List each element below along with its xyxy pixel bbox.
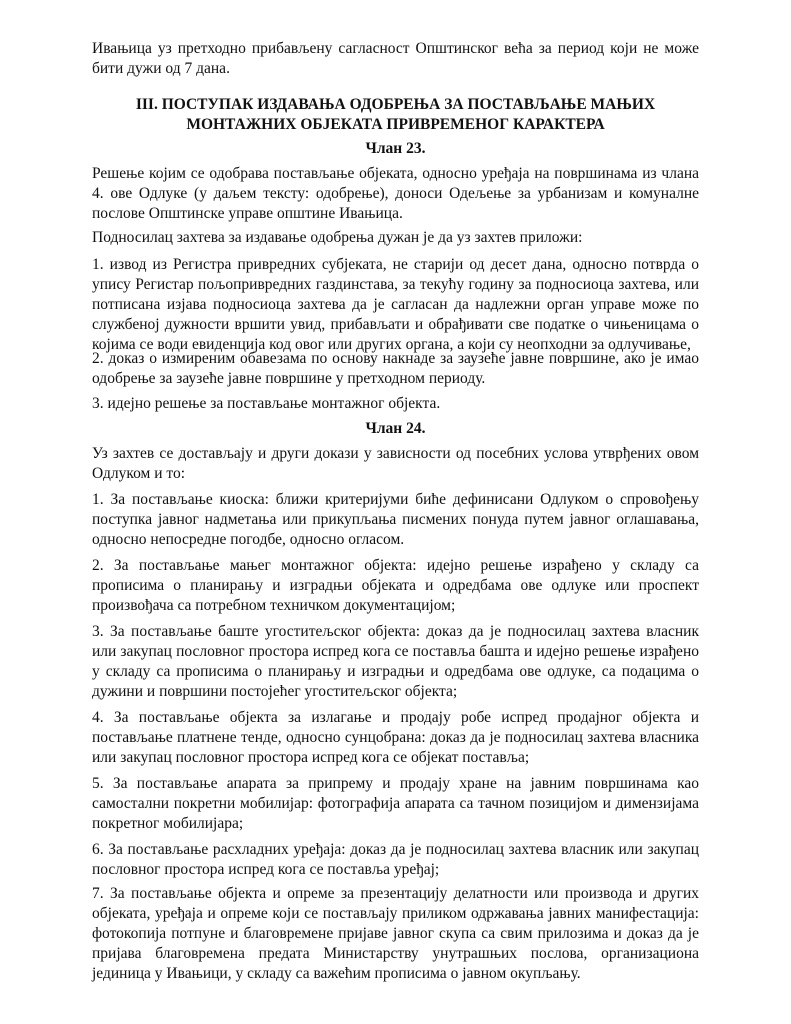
- article-24-paragraph-1: [92, 444, 699, 484]
- article-24-item-6-text: 6. За постављање расхладних уређаја: доказ да је подносилац захтева власник или закупац пословног простора испред кога се поставља уређај;: [92, 841, 699, 878]
- intro-paragraph: [92, 39, 699, 79]
- article-24-item-2: [92, 556, 699, 616]
- article-24-item-4: [92, 708, 699, 768]
- intro-line-1: Ивањица уз претходно прибављену сагласност Општинског већа за период који не може: [92, 40, 699, 57]
- article-23-paragraph-1: [92, 164, 699, 224]
- article-23-item-3-text: 3. идејно решење за постављање монтажног објекта.: [92, 395, 441, 412]
- article-24-item-3: [92, 622, 699, 702]
- article-23-item-3: [92, 394, 699, 414]
- article-24-text-1: Уз захтев се достављају и други докази у зависности од посебних услова утврђених овом Одлуком и то:: [92, 445, 699, 482]
- article-23-paragraph-2: [92, 228, 699, 248]
- article-23-item-1-text: 1. извод из Регистра привредних субјеката, не старији од десет дана, односно потврда о упису Регистар пољопривредних газдинстава, за текућу годину за подносиоца захтева, или потписана изјава подносиоца захтева да је сагласан да надлежни орган управе може по службеној дужности вршити увид, прибављати и обрађивати све податке о чињеницама о којима се води евиденција код овог или других органа, а који су неопходни за одлучивање,: [92, 256, 699, 353]
- article-23-text-1: Решење којим се одобрава постављање објеката, односно уређаја на површинама из члана 4. ове Одлуке (у даљем тексту: одобрење), доноси Одељење за урбанизам и комуналне послове Општинске управе општине Ивањица.: [92, 165, 699, 222]
- article-23-item-1: [92, 255, 699, 355]
- article-24-item-1: [92, 490, 699, 550]
- article-23-text-2: Подносилац захтева за издавање одобрења дужан је да уз захтев приложи:: [92, 229, 583, 246]
- article-23-item-2-text: 2. доказ о измиреним обавезама по основу накнаде за заузеће јавне површине, ако је имао одобрење за заузеће јавне површине у претходном периоду.: [92, 350, 699, 387]
- section-title-line-2: МОНТАЖНИХ ОБЈЕКАТА ПРИВРЕМЕНОГ КАРАКТЕРА: [186, 116, 605, 133]
- section-title-line-1: III. ПОСТУПАК ИЗДАВАЊА ОДОБРЕЊА ЗА ПОСТАВЉАЊЕ МАЊИХ: [135, 96, 656, 113]
- article-24-item-3-text: 3. За постављање баште угоститељског објекта: доказ да је подносилац захтева власник или закупац пословног простора испред кога се поставља башта и идејно решење израђено у складу са прописима о планирању и изградњи и одредбама ове одлуке, са подацима о дужини и површини постојећег угоститељског објекта;: [92, 623, 699, 700]
- section-title: [92, 95, 699, 135]
- article-24-heading: Члан 24.: [365, 420, 426, 437]
- article-24-item-4-text: 4. За постављање објекта за излагање и продају робе испред продајног објекта и постављање платнене тенде, односно сунцобрана: доказ да је подносилац захтева власника или закупац пословног простора испред кога се објекат поставља;: [92, 709, 699, 766]
- article-23-heading: Члан 23.: [365, 140, 426, 157]
- intro-line-2: бити дужи од 7 дана.: [92, 60, 230, 77]
- article-24-item-6: [92, 840, 699, 880]
- article-23-item-2: [92, 349, 699, 389]
- article-24-item-7: [92, 884, 699, 984]
- article-24-item-1-text: 1. За постављање киоска: ближи критеријуми биће дефинисани Одлуком о спровођењу поступка јавног надметања или прикупљања писмених понуда путем јавног оглашавања, односно непосредне погодбе, односно огласом.: [92, 491, 699, 548]
- article-24-item-5-text: 5. За постављање апарата за припрему и продају хране на јавним површинама као самостални покретни мобилијар: фотографија апарата са тачном позицијом и димензијама покретног мобилијара;: [92, 775, 699, 832]
- article-24-item-5: [92, 774, 699, 834]
- article-24-item-2-text: 2. За постављање мањег монтажног објекта: идејно решење израђено у складу са прописима о планирању и изградњи објеката и одредбама ове одлуке или проспект произвођача са потребном техничком документацијом;: [92, 557, 699, 614]
- article-24-item-7-text: 7. За постављање објекта и опреме за презентацију делатности или производа и других објеката, уређаја и опреме који се постављају приликом одржавања јавних манифестација: фотокопија потпуне и благовремене пријаве јавног скупа са свим прилозима и доказ да је пријава благовремена предата Министарству унутрашњих послова, организациона јединица у Ивањици, у складу са важећим прописима о јавном окупљању.: [92, 885, 699, 982]
